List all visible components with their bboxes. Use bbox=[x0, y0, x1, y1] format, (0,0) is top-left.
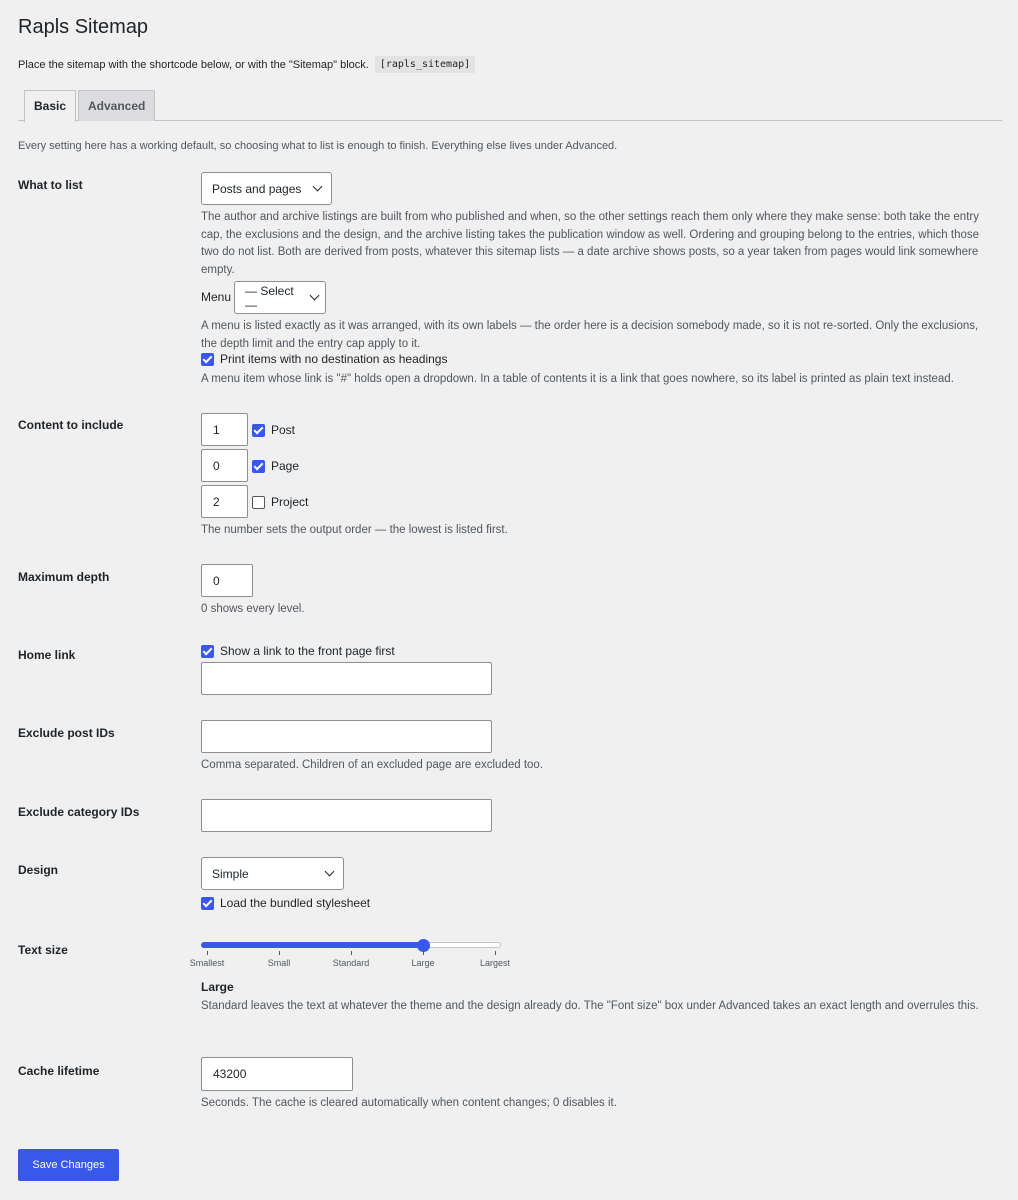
cache-lifetime-description: Seconds. The cache is cleared automatically when content changes; 0 disables it. bbox=[201, 1097, 617, 1109]
chevron-down-icon bbox=[310, 291, 320, 301]
design-label: Design bbox=[18, 863, 59, 877]
home-link-input[interactable] bbox=[201, 662, 492, 695]
text-size-tick-label: Standard bbox=[332, 958, 370, 968]
home-link-checkbox[interactable] bbox=[201, 645, 214, 658]
content-to-include-label: Content to include bbox=[18, 418, 124, 432]
tab-bar bbox=[18, 90, 1002, 121]
project-type-row[interactable] bbox=[252, 495, 308, 509]
cache-lifetime-label: Cache lifetime bbox=[18, 1064, 100, 1078]
text-size-tick bbox=[279, 951, 280, 955]
design-select-value: Simple bbox=[212, 866, 249, 881]
exclude-category-ids-label: Exclude category IDs bbox=[18, 805, 140, 819]
what-to-list-label: What to list bbox=[18, 178, 83, 192]
what-to-list-value: Posts and pages bbox=[212, 181, 302, 196]
text-size-label: Text size bbox=[18, 943, 68, 957]
text-size-tick-label: Small bbox=[267, 958, 291, 968]
design-select[interactable] bbox=[201, 857, 344, 890]
maximum-depth-label: Maximum depth bbox=[18, 570, 110, 584]
page-order-input[interactable]: 0 bbox=[201, 449, 248, 482]
text-size-selected: Large bbox=[201, 980, 234, 994]
menu-select[interactable] bbox=[234, 281, 326, 314]
headings-description: A menu item whose link is "#" holds open a dropdown. In a table of contents it is a link that goes nowhere, so its label is printed as plain text instead. bbox=[201, 373, 954, 385]
shortcode: [rapls_sitemap] bbox=[375, 56, 475, 73]
stylesheet-checkbox[interactable] bbox=[201, 897, 214, 910]
post-order-input[interactable]: 1 bbox=[201, 413, 248, 446]
content-description: The number sets the output order — the lowest is listed first. bbox=[201, 524, 508, 536]
home-link-label: Home link bbox=[18, 648, 76, 662]
save-changes-button[interactable]: Save Changes bbox=[18, 1149, 119, 1181]
home-link-checkbox-label: Show a link to the front page first bbox=[220, 644, 395, 658]
page-checkbox[interactable] bbox=[252, 460, 265, 473]
text-size-tick-label: Smallest bbox=[189, 958, 225, 968]
project-checkbox[interactable] bbox=[252, 496, 265, 509]
text-size-tick bbox=[351, 951, 352, 955]
exclude-post-ids-input[interactable] bbox=[201, 720, 492, 753]
tab-advanced[interactable]: Advanced bbox=[78, 90, 155, 121]
menu-description: A menu is listed exactly as it was arranged, with its own labels — the order here is a decision somebody made, so it is not re-sorted. Only the exclusions, the depth limit and the entry cap apply to it. bbox=[201, 320, 979, 350]
menu-select-value: — Select — bbox=[245, 283, 294, 312]
page-type-row[interactable] bbox=[252, 459, 299, 473]
headings-checkbox-row[interactable] bbox=[201, 352, 447, 366]
stylesheet-checkbox-row[interactable] bbox=[201, 896, 370, 910]
text-size-slider-fill bbox=[201, 942, 423, 948]
exclude-category-ids-input[interactable] bbox=[201, 799, 492, 832]
home-link-checkbox-row[interactable] bbox=[201, 644, 395, 658]
cache-lifetime-input[interactable]: 43200 bbox=[201, 1057, 353, 1091]
project-label: Project bbox=[271, 495, 309, 509]
text-size-tick bbox=[423, 951, 424, 955]
tab-note: Every setting here has a working default, so choosing what to list is enough to finish. Everything else lives under Advanced. bbox=[18, 140, 618, 152]
exclude-post-ids-label: Exclude post IDs bbox=[18, 726, 115, 740]
intro-description: Place the sitemap with the shortcode below, or with the "Sitemap" block. bbox=[18, 58, 369, 71]
project-order-input[interactable]: 2 bbox=[201, 485, 248, 518]
headings-checkbox[interactable] bbox=[201, 353, 214, 366]
post-label: Post bbox=[271, 423, 296, 437]
chevron-down-icon bbox=[325, 867, 335, 877]
menu-label: Menu bbox=[201, 290, 232, 304]
post-checkbox[interactable] bbox=[252, 424, 265, 437]
tab-basic[interactable]: Basic bbox=[24, 90, 76, 122]
what-to-list-select[interactable] bbox=[201, 172, 332, 205]
chevron-down-icon bbox=[313, 182, 323, 192]
text-size-tick-label: Large bbox=[411, 958, 435, 968]
exclude-post-ids-description: Comma separated. Children of an excluded page are excluded too. bbox=[201, 759, 544, 771]
page-label: Page bbox=[271, 459, 300, 473]
stylesheet-checkbox-label: Load the bundled stylesheet bbox=[220, 896, 371, 910]
maximum-depth-input[interactable]: 0 bbox=[201, 564, 253, 597]
maximum-depth-description: 0 shows every level. bbox=[201, 603, 305, 615]
post-type-row[interactable] bbox=[252, 423, 295, 437]
intro-text bbox=[18, 56, 475, 73]
text-size-description: Standard leaves the text at whatever the theme and the design already do. The "Font size" box under Advanced takes an exact length and overrules this. bbox=[201, 1000, 979, 1012]
what-to-list-description: The author and archive listings are built from who published and when, so the other settings reach them only where they make sense: both take the entry cap, the exclusions and the design, and the archive listing takes the publication window as well. Ordering and grouping belong to the entries, which those two do not list. Both are derived from posts, whatever this sitemap lists — a date archive shows posts, so a year taken from pages would link somewhere empty. bbox=[201, 211, 980, 276]
page-title: Rapls Sitemap bbox=[18, 16, 149, 38]
text-size-tick-label: Largest bbox=[479, 958, 511, 968]
text-size-tick bbox=[207, 951, 208, 955]
headings-checkbox-label: Print items with no destination as headings bbox=[220, 352, 448, 366]
text-size-tick bbox=[495, 951, 496, 955]
